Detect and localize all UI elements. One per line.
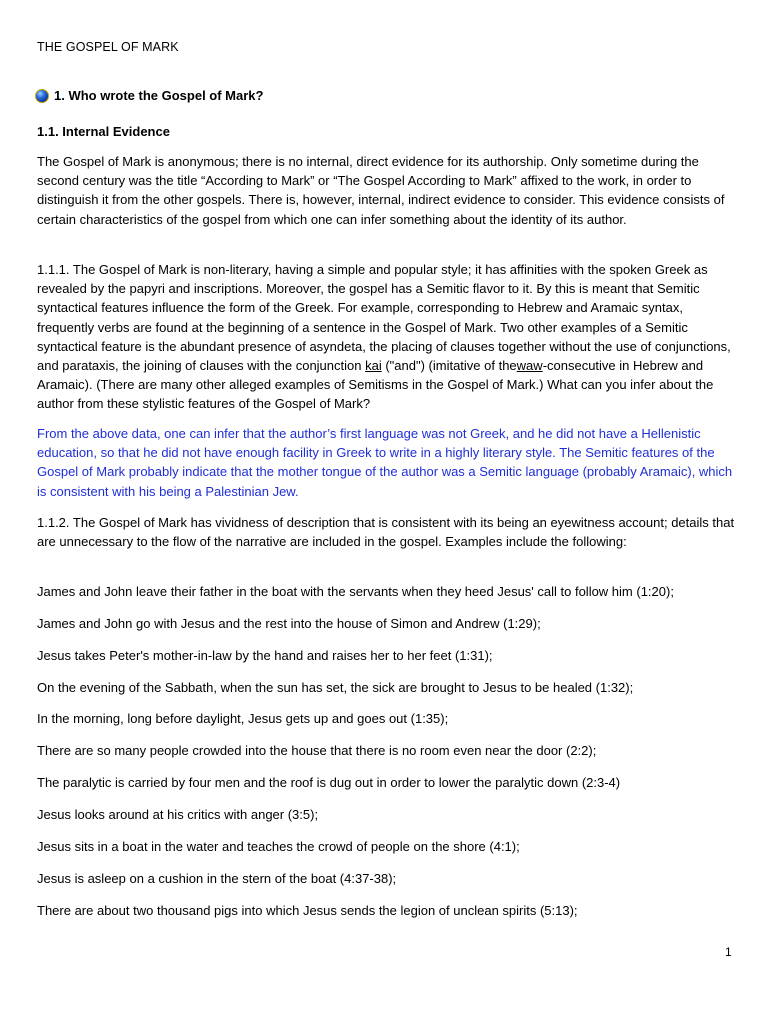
example-item: Jesus is asleep on a cushion in the stern of the boat (4:37-38); bbox=[37, 871, 397, 886]
term-waw: waw bbox=[516, 358, 543, 374]
example-item: Jesus looks around at his critics with anger (3:5); bbox=[37, 807, 319, 822]
subsection-heading: 1.1. Internal Evidence bbox=[37, 124, 170, 139]
paragraph-text: -consecutive in Hebrew and Aramaic). (There are many other alleged examples of Semitisms in the Gospel of Mark.) What can you infer about the author from these stylistic features of the Gospel of Mark? bbox=[37, 358, 714, 412]
page-number: 1 bbox=[725, 945, 732, 959]
example-item: James and John go with Jesus and the rest into the house of Simon and Andrew (1:29); bbox=[37, 616, 541, 631]
paragraph-intro: The Gospel of Mark is anonymous; there is no internal, direct evidence for its authorship. Only sometime during the second century was the title “According to Mark” or “The Gospel According to Mark” affixed to the work, in order to distinguish it from the other gospels. There is, however, internal, indirect evidence to consider. This evidence consists of certain characteristics of the gospel from which one can infer something about the identity of its author. bbox=[37, 154, 725, 227]
example-item: There are about two thousand pigs into which Jesus sends the legion of unclean spirits (5:13); bbox=[37, 903, 578, 918]
blue-sphere-bullet-icon bbox=[35, 89, 49, 103]
answer-paragraph: From the above data, one can infer that the author’s first language was not Greek, and he did not have a Hellenistic education, so that he did not have enough facility in Greek to write in a highly literary style. The Semitic features of the Gospel of Mark probably indicate that the mother tongue of the author was a Semitic language (probably Aramaic), which is consistent with his being a Palestinian Jew. bbox=[37, 426, 733, 499]
section-heading-text: 1. Who wrote the Gospel of Mark? bbox=[54, 88, 264, 103]
example-item: The paralytic is carried by four men and the roof is dug out in order to lower the paralytic down (2:3-4) bbox=[37, 775, 621, 790]
paragraph-text: 1.1.1. The Gospel of Mark is non-literary, having a simple and popular style; it has affinities with the spoken Greek as revealed by the papyri and inscriptions. Moreover, the gospel has a Semitic flavor to it. By this is meant that Semitic syntactical features influence the form of the Greek. For example, corresponding to Hebrew and Aramaic syntax, frequently verbs are found at the beginning of a sentence in the Gospel of Mark. Two other examples of a Semitic syntactical feature is the abundant presence of asyndeta, the placing of clauses together without the use of conjunctions, and parataxis, the joining of clauses with the conjunction bbox=[37, 262, 731, 374]
paragraph-text: ("and") (imitative of the bbox=[381, 358, 517, 374]
term-kai: kai bbox=[365, 358, 382, 374]
paragraph-stylistic bbox=[37, 260, 737, 414]
example-item: On the evening of the Sabbath, when the sun has set, the sick are brought to Jesus to be healed (1:32); bbox=[37, 680, 634, 695]
example-item: James and John leave their father in the boat with the servants when they heed Jesus' call to follow him (1:20); bbox=[37, 584, 674, 599]
example-item: Jesus takes Peter's mother-in-law by the hand and raises her to her feet (1:31); bbox=[37, 648, 493, 663]
example-item: There are so many people crowded into the house that there is no room even near the door (2:2); bbox=[37, 743, 597, 758]
paragraph-vividness: 1.1.2. The Gospel of Mark has vividness of description that is consistent with its being an eyewitness account; details that are unnecessary to the flow of the narrative are included in the gospel. Examples include the following: bbox=[37, 515, 735, 550]
example-item: In the morning, long before daylight, Jesus gets up and goes out (1:35); bbox=[37, 711, 449, 726]
document-title: THE GOSPEL OF MARK bbox=[37, 40, 179, 54]
example-item: Jesus sits in a boat in the water and teaches the crowd of people on the shore (4:1); bbox=[37, 839, 520, 854]
section-heading bbox=[35, 88, 263, 103]
